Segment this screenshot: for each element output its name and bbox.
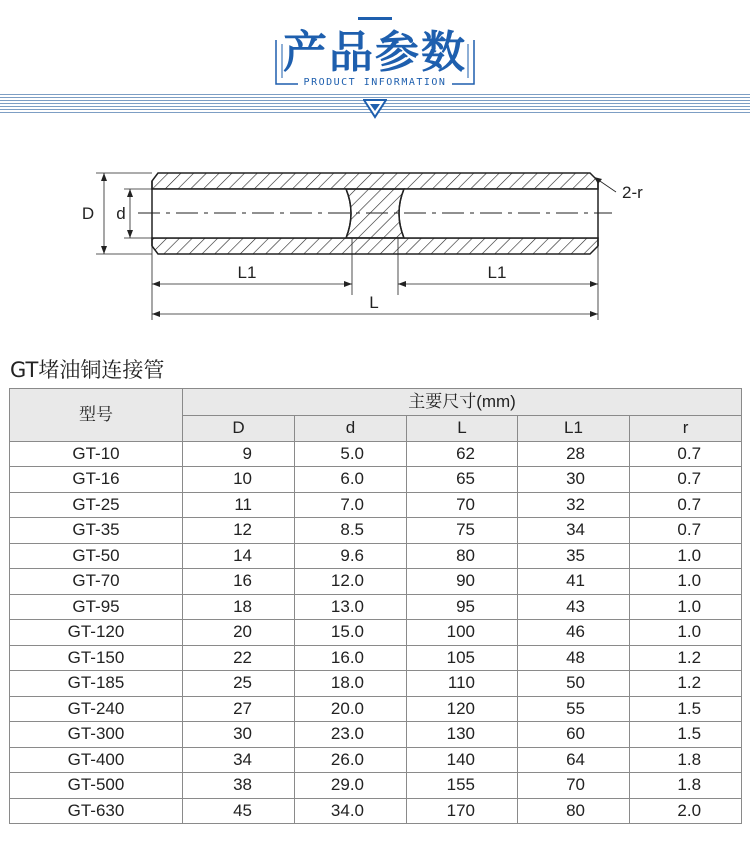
label-length-right: L1 [487, 263, 507, 282]
table-row [10, 671, 742, 697]
cell-L: 120 [407, 696, 518, 722]
cell-L1: 64 [518, 747, 630, 773]
cell-L: 75 [407, 518, 518, 544]
cell-D: 22 [183, 645, 295, 671]
cell-model: GT-10 [10, 441, 183, 467]
cell-r: 1.0 [630, 594, 742, 620]
cell-r: 1.2 [630, 671, 742, 697]
cell-d: 20.0 [295, 696, 407, 722]
table-row [10, 467, 742, 493]
down-triangle-icon [363, 99, 387, 119]
cell-D: 9 [183, 441, 295, 467]
cell-d: 12.0 [295, 569, 407, 595]
cell-d: 26.0 [295, 747, 407, 773]
cell-D: 14 [183, 543, 295, 569]
cell-d: 16.0 [295, 645, 407, 671]
cell-model: GT-150 [10, 645, 183, 671]
cell-r: 1.0 [630, 569, 742, 595]
cell-model: GT-35 [10, 518, 183, 544]
cell-L: 90 [407, 569, 518, 595]
cell-r: 1.0 [630, 620, 742, 646]
label-radius: 2-r [622, 183, 643, 202]
cell-L1: 70 [518, 773, 630, 799]
cell-L: 110 [407, 671, 518, 697]
cell-L: 155 [407, 773, 518, 799]
cell-L1: 28 [518, 441, 630, 467]
table-row [10, 747, 742, 773]
cell-model: GT-400 [10, 747, 183, 773]
cell-D: 16 [183, 569, 295, 595]
cell-L: 170 [407, 798, 518, 824]
cell-D: 25 [183, 671, 295, 697]
header-title: 产品参数 [283, 27, 467, 78]
cell-L1: 30 [518, 467, 630, 493]
table-row [10, 441, 742, 467]
cell-d: 8.5 [295, 518, 407, 544]
product-caption: GT堵油铜连接管 [10, 358, 165, 382]
table-row [10, 594, 742, 620]
cell-D: 45 [183, 798, 295, 824]
cell-model: GT-95 [10, 594, 183, 620]
cell-d: 5.0 [295, 441, 407, 467]
cell-d: 9.6 [295, 543, 407, 569]
cell-D: 11 [183, 492, 295, 518]
table-row [10, 492, 742, 518]
cell-d: 7.0 [295, 492, 407, 518]
table-row [10, 543, 742, 569]
cell-D: 30 [183, 722, 295, 748]
cell-L: 70 [407, 492, 518, 518]
column-header-D: D [183, 416, 295, 442]
cell-L1: 35 [518, 543, 630, 569]
label-outer-diameter: D [81, 204, 95, 223]
column-header-L: L [407, 416, 518, 442]
cell-L1: 55 [518, 696, 630, 722]
cell-model: GT-16 [10, 467, 183, 493]
model-column-header: 型号 [10, 389, 183, 442]
cell-D: 38 [183, 773, 295, 799]
cell-r: 1.8 [630, 747, 742, 773]
cell-L: 140 [407, 747, 518, 773]
cell-L: 65 [407, 467, 518, 493]
table-row [10, 569, 742, 595]
cell-model: GT-630 [10, 798, 183, 824]
cell-L: 130 [407, 722, 518, 748]
cell-r: 1.5 [630, 722, 742, 748]
cell-model: GT-25 [10, 492, 183, 518]
cell-model: GT-500 [10, 773, 183, 799]
cell-d: 34.0 [295, 798, 407, 824]
cell-L1: 50 [518, 671, 630, 697]
label-inner-diameter: d [116, 204, 126, 223]
cell-L1: 43 [518, 594, 630, 620]
connector-tube-diagram [0, 150, 750, 330]
column-header-r: r [630, 416, 742, 442]
table-row [10, 620, 742, 646]
cell-d: 15.0 [295, 620, 407, 646]
table-row [10, 798, 742, 824]
cell-D: 18 [183, 594, 295, 620]
cell-r: 0.7 [630, 441, 742, 467]
cell-L1: 48 [518, 645, 630, 671]
cell-L: 95 [407, 594, 518, 620]
cell-r: 1.2 [630, 645, 742, 671]
table-row [10, 773, 742, 799]
label-total-length: L [369, 293, 379, 312]
cell-D: 34 [183, 747, 295, 773]
cell-r: 1.5 [630, 696, 742, 722]
column-header-d: d [295, 416, 407, 442]
tube-wall-top [152, 173, 598, 189]
cell-r: 1.8 [630, 773, 742, 799]
cell-L1: 34 [518, 518, 630, 544]
cell-model: GT-70 [10, 569, 183, 595]
label-length-left: L1 [237, 263, 257, 282]
cell-L: 80 [407, 543, 518, 569]
cell-model: GT-185 [10, 671, 183, 697]
cell-L1: 80 [518, 798, 630, 824]
cell-r: 2.0 [630, 798, 742, 824]
tube-wall-bottom [152, 238, 598, 254]
column-header-L1: L1 [518, 416, 630, 442]
table-row [10, 696, 742, 722]
cell-d: 6.0 [295, 467, 407, 493]
cell-d: 23.0 [295, 722, 407, 748]
cell-r: 1.0 [630, 543, 742, 569]
cell-d: 13.0 [295, 594, 407, 620]
dimension-group-header: 主要尺寸(mm) [183, 389, 742, 416]
cell-L1: 46 [518, 620, 630, 646]
cell-model: GT-120 [10, 620, 183, 646]
spec-table [9, 388, 742, 824]
table-row [10, 645, 742, 671]
cell-r: 0.7 [630, 467, 742, 493]
table-row [10, 722, 742, 748]
cell-r: 0.7 [630, 492, 742, 518]
cell-d: 29.0 [295, 773, 407, 799]
cell-D: 20 [183, 620, 295, 646]
table-header-row [10, 389, 742, 416]
cell-model: GT-240 [10, 696, 183, 722]
cell-L1: 32 [518, 492, 630, 518]
header-subtitle: PRODUCT INFORMATION [303, 77, 447, 88]
cell-model: GT-50 [10, 543, 183, 569]
cell-L: 100 [407, 620, 518, 646]
cell-r: 0.7 [630, 518, 742, 544]
cell-L1: 60 [518, 722, 630, 748]
cell-D: 27 [183, 696, 295, 722]
cell-L: 62 [407, 441, 518, 467]
table-row [10, 518, 742, 544]
cell-L: 105 [407, 645, 518, 671]
cell-L1: 41 [518, 569, 630, 595]
cell-d: 18.0 [295, 671, 407, 697]
cell-model: GT-300 [10, 722, 183, 748]
cell-D: 12 [183, 518, 295, 544]
cell-D: 10 [183, 467, 295, 493]
